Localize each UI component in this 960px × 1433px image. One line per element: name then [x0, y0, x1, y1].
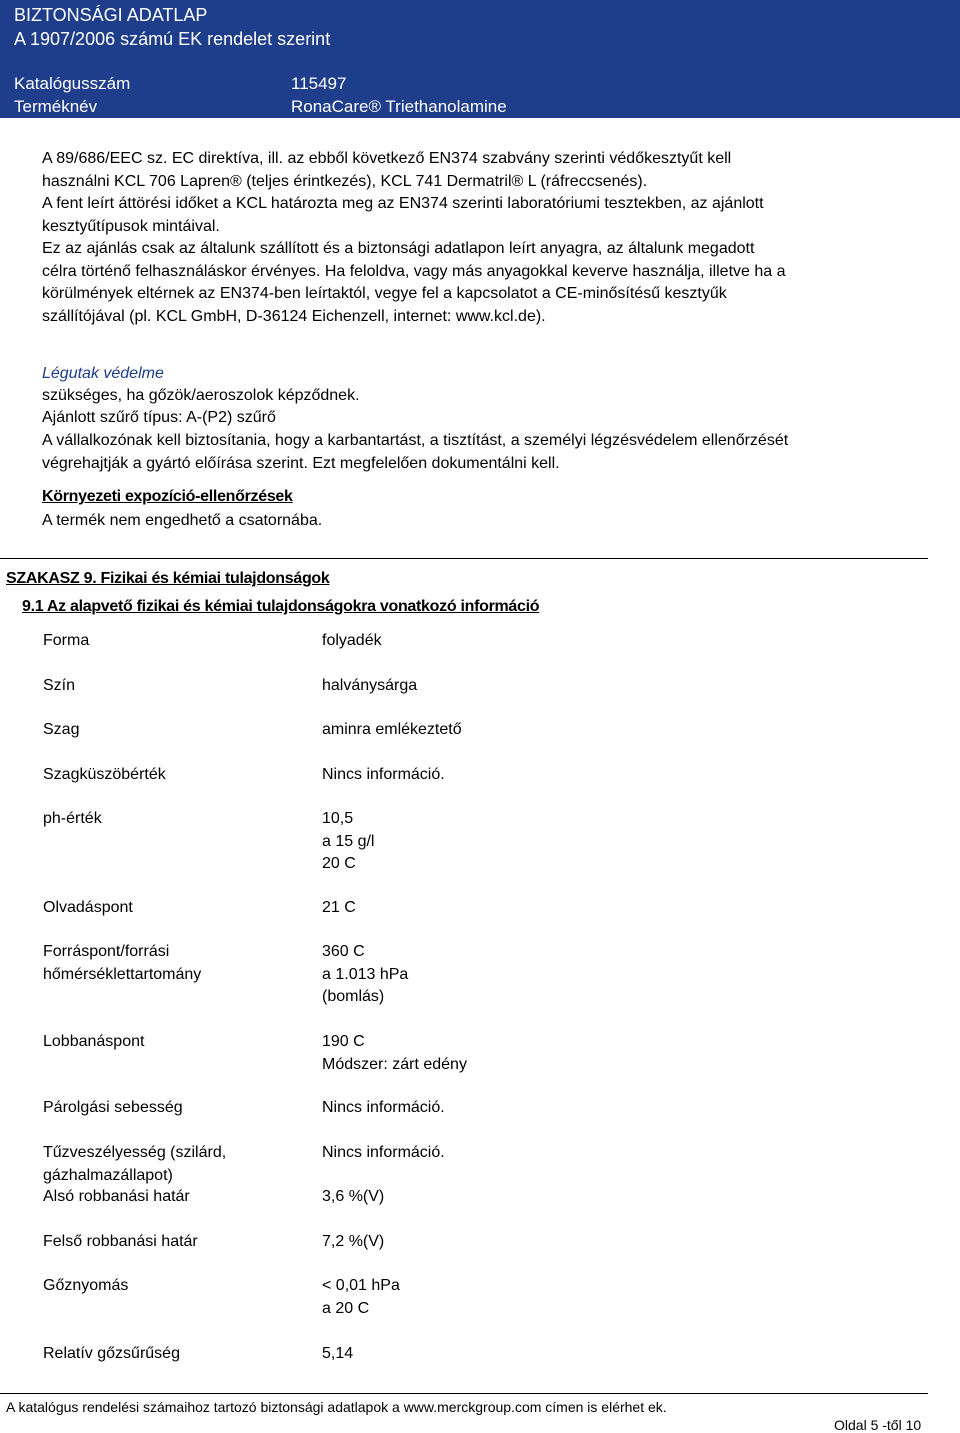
prop-value-forraspont: 360 C a 1.013 hPa (bomlás): [322, 943, 409, 1005]
footer-divider: [0, 1393, 928, 1394]
prop-value-felso-robbanasi: 7,2 %(V): [322, 1233, 385, 1250]
respiratory-line-3: A vállalkozónak kell biztosítania, hogy a karbantartást, a tisztítást, a személyi légzésvédelem ellenőrzését végrehajtják a gyártó előírása szerint. Ezt megfelelően dokumentálni kell.: [42, 432, 789, 472]
section-divider: [0, 558, 928, 559]
prop-value-olvadaspont: 21 C: [322, 899, 356, 916]
prop-label-parolgas: Párolgási sebesség: [43, 1099, 183, 1116]
prop-value-relativ-gozsuruseg: 5,14: [322, 1345, 354, 1362]
prop-label-forraspont: Forráspont/forrási hőmérséklettartomány: [43, 943, 202, 983]
respiratory-heading: Légutak védelme: [42, 365, 164, 382]
prop-value-forma: folyadék: [322, 632, 382, 649]
glove-paragraph: A 89/686/EEC sz. EC direktíva, ill. az ebből következő EN374 szabvány szerinti védőkesztyűt kell használni KCL 706 Lapren® (teljes érintkezés), KCL 741 Dermatril® L (ráfreccsenés).: [42, 150, 732, 190]
prop-value-parolgas: Nincs információ.: [322, 1099, 445, 1116]
prop-label-szag: Szag: [43, 721, 80, 738]
prop-label-olvadaspont: Olvadáspont: [43, 899, 133, 916]
prop-value-ph: 10,5 a 15 g/l 20 C: [322, 810, 375, 872]
prop-label-tuzveszelyesseg: Tűzveszélyesség (szilárd, gázhalmazállapot): [43, 1144, 227, 1184]
regulation-subtitle: A 1907/2006 számú EK rendelet szerint: [14, 29, 331, 49]
prop-label-relativ-gozsuruseg: Relatív gőzsűrűség: [43, 1345, 180, 1362]
prop-value-szin: halványsárga: [322, 677, 418, 694]
prop-label-goznyomas: Gőznyomás: [43, 1277, 129, 1294]
product-label: Terméknév: [14, 97, 98, 116]
prop-value-also-robbanasi: 3,6 %(V): [322, 1188, 385, 1205]
section-9-1-heading: 9.1 Az alapvető fizikai és kémiai tulajdonságokra vonatkozó információ: [22, 598, 540, 615]
catalog-label: Katalógusszám: [14, 74, 131, 93]
respiratory-line-2: Ajánlott szűrő típus: A-(P2) szűrő: [42, 409, 276, 426]
product-value: RonaCare® Triethanolamine: [291, 97, 507, 116]
prop-value-tuzveszelyesseg: Nincs információ.: [322, 1144, 445, 1161]
breakthrough-paragraph: A fent leírt áttörési időket a KCL határozta meg az EN374 szerinti laboratóriumi tesztekben, az ajánlott kesztyűtípusok mintáival.: [42, 195, 764, 235]
prop-label-also-robbanasi: Alsó robbanási határ: [43, 1188, 190, 1205]
catalog-value: 115497: [291, 74, 347, 93]
prop-label-felso-robbanasi: Felső robbanási határ: [43, 1233, 198, 1250]
prop-label-lobbanaspont: Lobbanáspont: [43, 1033, 145, 1050]
page-number: Oldal 5 -től 10: [834, 1417, 922, 1433]
prop-value-szagkuszob: Nincs információ.: [322, 766, 445, 783]
prop-label-szin: Szín: [43, 677, 76, 694]
environment-text: A termék nem engedhető a csatornába.: [42, 512, 323, 529]
document-title: BIZTONSÁGI ADATLAP: [14, 5, 208, 25]
environment-heading: Környezeti expozíció-ellenőrzések: [42, 488, 293, 505]
footer-note: A katalógus rendelési számaihoz tartozó biztonsági adatlapok a www.merckgroup.com címen is elérhet ek.: [6, 1399, 667, 1415]
respiratory-line-1: szükséges, ha gőzök/aeroszolok képződnek.: [42, 387, 360, 404]
prop-label-szagkuszob: Szagküszöbérték: [43, 766, 166, 783]
prop-label-ph: ph-érték: [43, 810, 102, 827]
prop-label-forma: Forma: [43, 632, 90, 649]
section-9-heading: SZAKASZ 9. Fizikai és kémiai tulajdonságok: [6, 570, 330, 587]
prop-value-goznyomas: < 0,01 hPa a 20 C: [322, 1277, 400, 1317]
prop-value-szag: aminra emlékeztető: [322, 721, 462, 738]
prop-value-lobbanaspont: 190 C Módszer: zárt edény: [322, 1033, 467, 1073]
recommendation-paragraph: Ez az ajánlás csak az általunk szállított és a biztonsági adatlapon leírt anyagra, az általunk megadott célra történő felhasználáskor érvényes. Ha feloldva, vagy más anyagokkal keverve használja, illetve ha a körülmények eltérnek az EN374-ben leírtaktól, vegye fel a kapcsolatot a CE-minősítésű kesztyűk szállítójával (pl. KCL GmbH, D-36124 Eichenzell, internet: www.kcl.de).: [42, 240, 786, 325]
